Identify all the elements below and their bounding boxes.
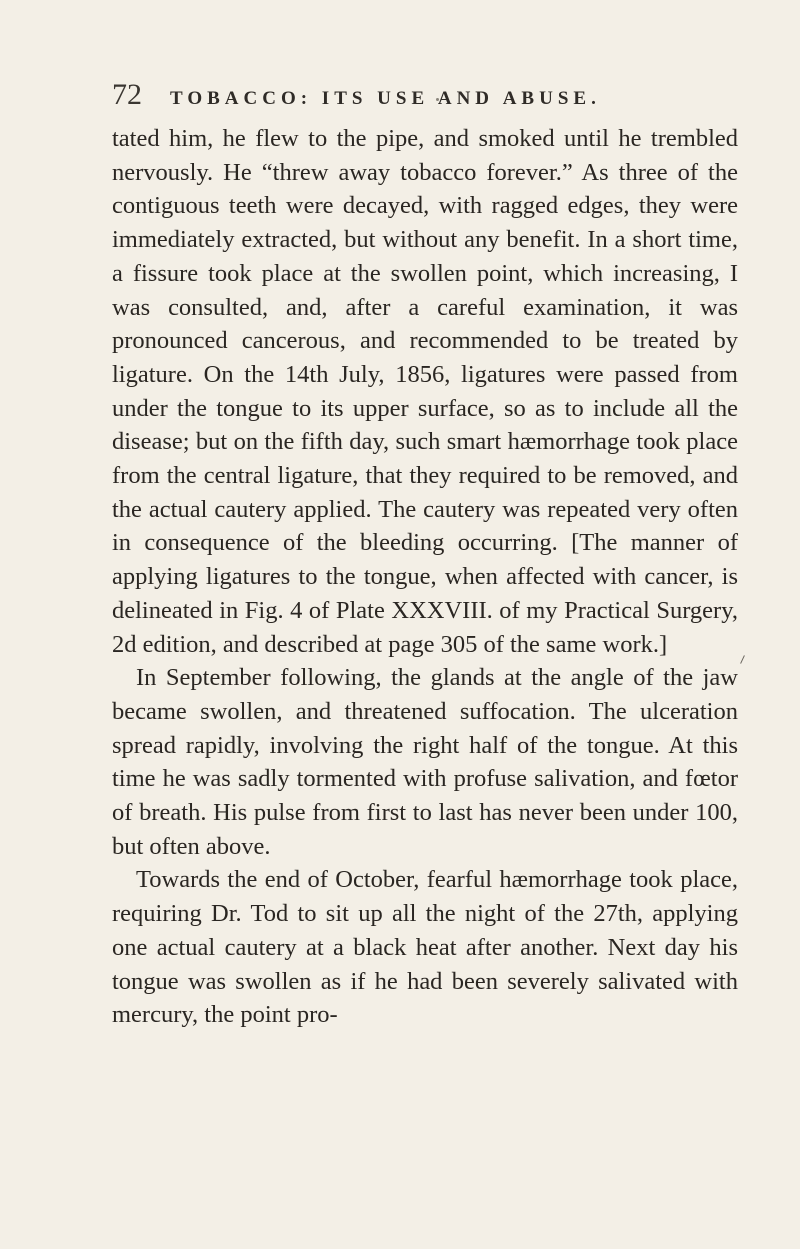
page-number: 72 (112, 78, 142, 111)
page-header (112, 78, 752, 118)
page-body (112, 122, 738, 1032)
paragraph-continued: tated him, he flew to the pipe, and smoked until he trembled nervously. He “threw away tobacco forever.” As three of the contiguous teeth were decayed, with ragged edges, they were immediately extracted, but without any benefit. In a short time, a fissure took place at the swollen point, which increasing, I was consulted, and, after a careful examination, it was pronounced cancerous, and recommended to be treated by ligature. On the 14th July, 1856, ligatures were passed from under the tongue to its upper surface, so as to include all the disease; but on the fifth day, such smart hæmorrhage took place from the central ligature, that they required to be removed, and the actual cautery applied. The cautery was repeated very often in consequence of the bleeding occurring. [The manner of applying ligatures to the tongue, when affected with cancer, is delineated in Fig. 4 of Plate XXXVIII. of my Practical Surgery, 2d edition, and described at page 305 of the same work.] (112, 125, 738, 658)
running-title: TOBACCO: ITS USE AND ABUSE. (170, 88, 601, 109)
margin-pencil-mark (740, 655, 745, 664)
paragraph-october: Towards the end of October, fearful hæmorrhage took place, requiring Dr. Tod to sit up all the night of the 27th, applying one actual cautery at a black heat after another. Next day his tongue was swollen as if he had been severely salivated with mercury, the point pro- (112, 866, 738, 1029)
paragraph-september: In September following, the glands at the angle of the jaw became swollen, and threatened suffocation. The ulceration spread rapidly, involving the right half of the tongue. At this time he was sadly tormented with profuse salivation, and fœtor of breath. His pulse from first to last has never been under 100, but often above. (112, 664, 738, 860)
